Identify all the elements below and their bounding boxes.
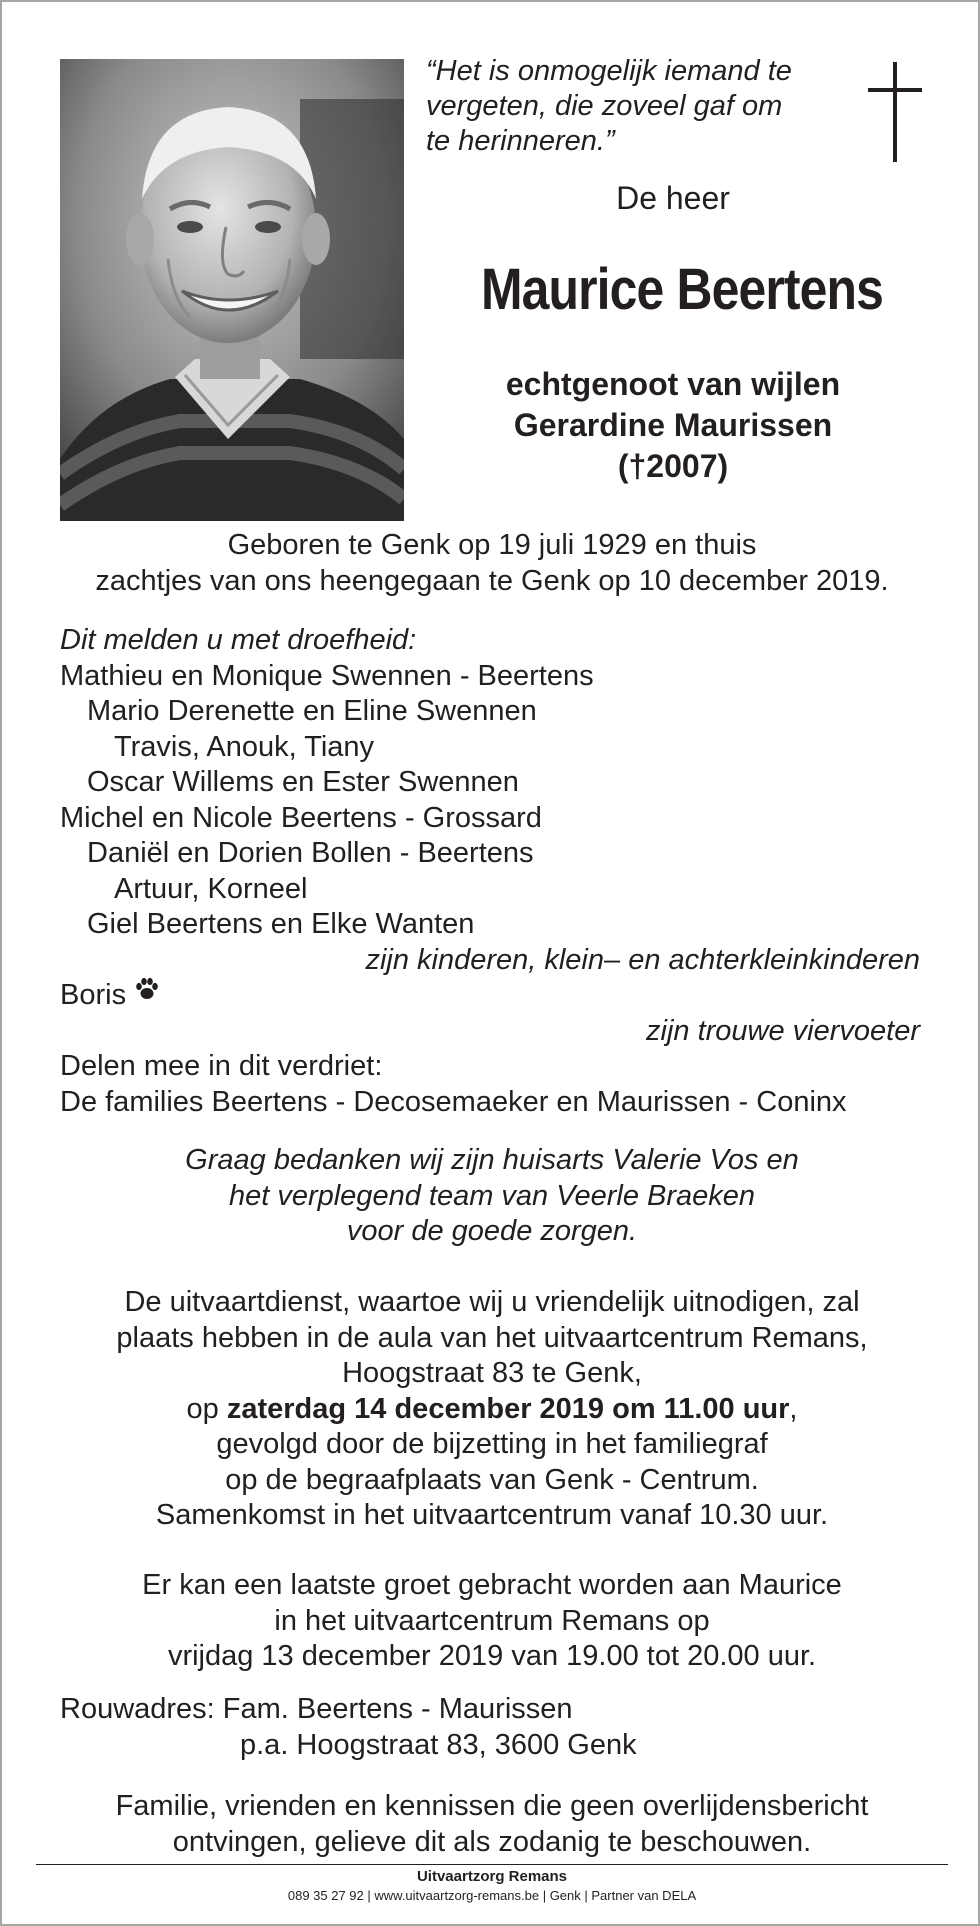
service-line: gevolgd door de bijzetting in het familiegraf [216, 1428, 768, 1460]
birth-death-line: Geboren te Genk op 19 juli 1929 en thuis [227, 529, 757, 561]
birth-death-info [42, 527, 942, 599]
children-caption: zijn kinderen, klein– en achterkleinkinderen [365, 943, 920, 976]
family-member: Artuur, Korneel [114, 872, 308, 905]
family-member: Michel en Nicole Beertens - Grossard [60, 801, 542, 834]
funeral-service-info [42, 1285, 942, 1534]
service-date-suffix: , [789, 1392, 798, 1425]
spouse-line: (†2007) [617, 448, 729, 484]
honorific: De heer [616, 180, 730, 216]
family-member: Oscar Willems en Ester Swennen [87, 766, 519, 798]
notice-line: ontvingen, gelieve dit als zodanig te beschouwen. [172, 1825, 812, 1858]
paw-print-icon [134, 976, 160, 1012]
service-line: De uitvaartdienst, waartoe wij u vriendelijk uitnodigen, zal [124, 1286, 860, 1318]
visitation-line: in het uitvaartcentrum Remans op [274, 1604, 710, 1637]
thanks-line: het verplegend team van Veerle Braeken [228, 1179, 756, 1212]
pet-row [60, 978, 920, 1014]
deceased-name: Maurice Beertens [480, 257, 884, 322]
service-date: zaterdag 14 december 2019 om 11.00 uur [226, 1392, 790, 1425]
service-line: Samenkomst in het uitvaartcentrum vanaf 10.30 uur. [155, 1499, 829, 1531]
spouse-info [442, 364, 904, 487]
notice-line: Familie, vrienden en kennissen die geen overlijdensbericht [115, 1790, 869, 1822]
pet-caption: zijn trouwe viervoeter [646, 1014, 920, 1047]
quote-line: vergeten, die zoveel gaf om [426, 90, 783, 122]
family-member: Mario Derenette en Eline Swennen [87, 695, 537, 727]
quote-line: “Het is onmogelijk iemand te [426, 55, 792, 87]
service-line: Hoogstraat 83 te Genk, [342, 1357, 642, 1389]
shared-grief-intro: Delen mee in dit verdriet: [60, 1050, 383, 1082]
service-line: plaats hebben in de aula van het uitvaartcentrum Remans, [116, 1321, 868, 1354]
cross-icon [868, 62, 922, 162]
notice-message [42, 1789, 942, 1860]
address-line: p.a. Hoogstraat 83, 3600 Genk [240, 1728, 637, 1761]
thanks-message [42, 1143, 942, 1250]
portrait-photo [60, 59, 404, 521]
memorial-quote [426, 54, 846, 159]
funeral-home-name: Uitvaartzorg Remans [416, 1868, 568, 1885]
pet-name: Boris [60, 979, 127, 1011]
footer-divider [36, 1864, 948, 1865]
funeral-home-contact: 089 35 27 92 | www.uitvaartzorg-remans.be | Genk | Partner van DELA [287, 1888, 697, 1903]
visitation-line: Er kan een laatste groet gebracht worden aan Maurice [142, 1569, 842, 1601]
family-member: Mathieu en Monique Swennen - Beertens [60, 659, 594, 692]
service-date-prefix: op [186, 1392, 227, 1425]
spouse-line: echtgenoot van wijlen [505, 366, 841, 402]
family-member: Travis, Anouk, Tiany [114, 730, 375, 763]
family-list [60, 623, 920, 1120]
birth-death-line: zachtjes van ons heengegaan te Genk op 10 december 2019. [95, 565, 889, 597]
family-member: Daniël en Dorien Bollen - Beertens [87, 837, 534, 869]
mourning-address [60, 1692, 920, 1763]
visitation-line: vrijdag 13 december 2019 van 19.00 tot 20.00 uur. [167, 1640, 817, 1672]
thanks-line: Graag bedanken wij zijn huisarts Valerie Vos en [185, 1144, 799, 1176]
address-line: Rouwadres: Fam. Beertens - Maurissen [60, 1693, 573, 1725]
family-member: Giel Beertens en Elke Wanten [87, 908, 475, 940]
family-intro: Dit melden u met droefheid: [60, 624, 417, 656]
service-line: op de begraafplaats van Genk - Centrum. [225, 1463, 759, 1496]
visitation-info [42, 1568, 942, 1675]
extended-family: De families Beertens - Decosemaeker en Maurissen - Coninx [60, 1085, 847, 1118]
service-date-line [42, 1392, 942, 1428]
thanks-line: voor de goede zorgen. [346, 1215, 638, 1247]
spouse-line: Gerardine Maurissen [513, 407, 833, 443]
quote-line: te herinneren.” [426, 125, 615, 157]
